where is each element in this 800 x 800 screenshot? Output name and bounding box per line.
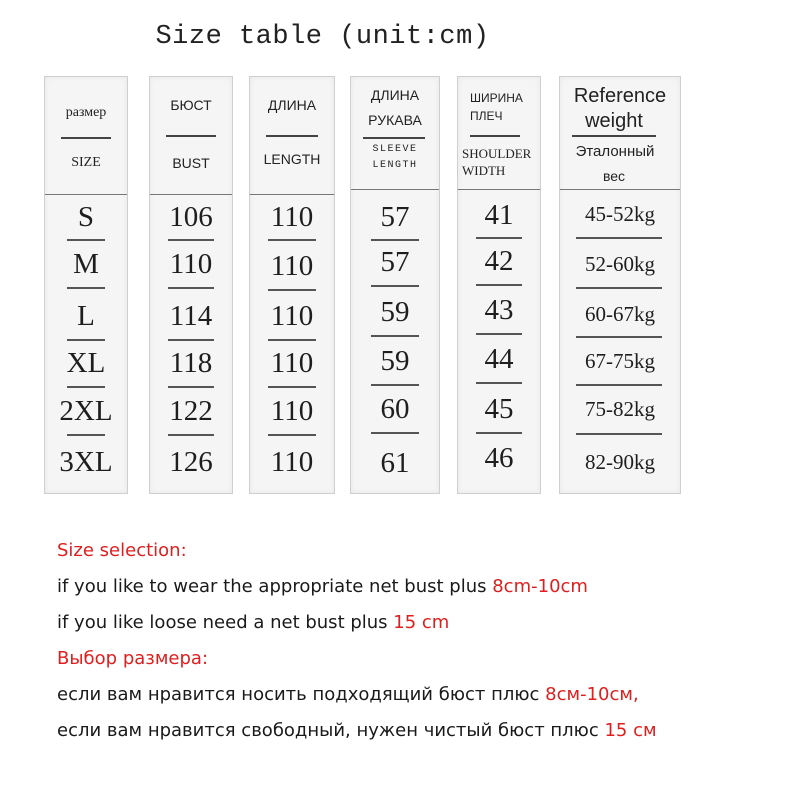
length-cell: 110: [270, 347, 314, 379]
shoulder-width-column: [457, 76, 541, 494]
reference-weight-cell: 60-67kg: [585, 302, 655, 326]
shoulder-header-ru-line2: ПЛЕЧ: [470, 109, 503, 123]
row-separator: [168, 239, 214, 241]
shoulder-width-cell: 42: [484, 245, 514, 277]
header-underline: [470, 135, 520, 137]
row-separator: [168, 339, 214, 341]
reference-weight-cell: 75-82kg: [585, 397, 655, 421]
length-header-en: LENGTH: [263, 151, 321, 167]
size-cell: S: [77, 201, 95, 233]
row-separator: [168, 386, 214, 388]
row-separator: [67, 287, 105, 289]
header-underline: [266, 135, 318, 137]
shoulder-width-cell: 45: [484, 393, 514, 425]
bust-cell: 118: [169, 347, 213, 379]
shoulder-header-en-line1: SHOULDER: [462, 146, 532, 161]
weight-header-ru-line1: Эталонный: [575, 143, 655, 160]
sleeve-length-column-header: [351, 77, 439, 189]
row-separator: [576, 336, 662, 338]
header-underline: [363, 137, 425, 139]
sleeve-length-cell: 57: [380, 246, 410, 278]
note-text: если вам нравится носить подходящий бюст плюс: [57, 684, 546, 705]
size-selection-heading-en: Size selection:: [57, 540, 187, 561]
shoulder-header-ru-line1: ШИРИНА: [470, 91, 523, 105]
size-selection-heading-ru: Выбор размера:: [57, 648, 209, 669]
note-value: 15 см: [604, 720, 657, 741]
weight-header-ru-line2: вес: [602, 168, 626, 184]
row-separator: [168, 287, 214, 289]
header-divider: [560, 189, 680, 190]
row-separator: [268, 339, 316, 341]
row-separator: [576, 384, 662, 386]
shoulder-header-en-line2: WIDTH: [462, 163, 506, 178]
row-separator: [476, 237, 522, 239]
length-cell: 110: [270, 446, 314, 478]
reference-weight-cell: 82-90kg: [585, 450, 655, 474]
sleeve-length-cell: 59: [380, 296, 410, 328]
length-cell: 110: [270, 201, 314, 233]
sleeve-header-ru-line2: РУКАВА: [368, 112, 422, 128]
bust-header-ru: БЮСТ: [170, 97, 212, 113]
sleeve-header-ru-line1: ДЛИНА: [370, 87, 420, 103]
shoulder-width-cell: 43: [484, 294, 514, 326]
size-header-en: SIZE: [71, 155, 101, 170]
row-separator: [268, 239, 316, 241]
row-separator: [67, 339, 105, 341]
note-value: 8см-10см,: [545, 684, 639, 705]
row-separator: [476, 333, 522, 335]
note-text: если вам нравится свободный, нужен чистый бюст плюс: [57, 720, 605, 741]
header-divider: [351, 189, 439, 190]
bust-column-header: [150, 77, 232, 194]
note-line-loose-ru: [57, 713, 790, 749]
row-separator: [268, 386, 316, 388]
size-cell: XL: [66, 347, 106, 379]
reference-weight-cell: 45-52kg: [585, 202, 655, 226]
note-text: if you like to wear the appropriate net bust plus: [57, 576, 493, 597]
reference-weight-column-header: [560, 77, 680, 189]
weight-header-en-line1: Reference: [573, 85, 667, 107]
length-header-ru: ДЛИНА: [267, 97, 317, 113]
sleeve-header-en-line1: SLEEVE: [372, 144, 418, 155]
shoulder-width-column-header: [458, 77, 540, 189]
bust-column: [149, 76, 233, 494]
row-separator: [576, 433, 662, 435]
sleeve-length-cell: 59: [380, 345, 410, 377]
size-cell: M: [73, 248, 99, 280]
header-divider: [458, 189, 540, 190]
bust-cell: 114: [169, 300, 213, 332]
row-separator: [576, 237, 662, 239]
row-separator: [371, 239, 419, 241]
header-divider: [250, 194, 334, 195]
bust-cell: 126: [169, 446, 213, 478]
length-column: [249, 76, 335, 494]
note-text: if you like loose need a net bust plus: [57, 612, 394, 633]
row-separator: [476, 284, 522, 286]
shoulder-width-cell: 46: [484, 442, 514, 474]
row-separator: [476, 382, 522, 384]
bust-cell: 110: [169, 248, 213, 280]
row-separator: [371, 432, 419, 434]
header-underline: [61, 137, 111, 139]
header-divider: [45, 194, 127, 195]
note-value: 8cm-10cm: [492, 576, 588, 597]
size-cell: 3XL: [59, 446, 113, 478]
row-separator: [268, 434, 316, 436]
length-cell: 110: [270, 250, 314, 282]
sleeve-length-cell: 61: [380, 447, 410, 479]
length-cell: 110: [270, 300, 314, 332]
reference-weight-cell: 67-75kg: [585, 349, 655, 373]
note-line-loose: [57, 605, 790, 641]
row-separator: [371, 335, 419, 337]
shoulder-width-cell: 44: [484, 343, 514, 375]
size-column: [44, 76, 128, 494]
bust-header-en: BUST: [172, 155, 210, 171]
size-column-header: [45, 77, 127, 194]
size-selection-notes: [57, 533, 790, 749]
bust-cell: 106: [169, 201, 213, 233]
size-cell: 2XL: [59, 395, 113, 427]
header-divider: [150, 194, 232, 195]
reference-weight-cell: 52-60kg: [585, 252, 655, 276]
row-separator: [67, 434, 105, 436]
note-line-fit-ru: [57, 677, 790, 713]
shoulder-width-cell: 41: [484, 199, 514, 231]
sleeve-length-cell: 57: [380, 201, 410, 233]
size-cell: L: [77, 300, 95, 332]
row-separator: [371, 384, 419, 386]
header-underline: [572, 135, 656, 137]
row-separator: [371, 285, 419, 287]
length-cell: 110: [270, 395, 314, 427]
header-underline: [166, 135, 216, 137]
note-line-fit: [57, 569, 790, 605]
reference-weight-column: [559, 76, 681, 494]
row-separator: [67, 239, 105, 241]
row-separator: [168, 434, 214, 436]
row-separator: [576, 287, 662, 289]
bust-cell: 122: [169, 395, 213, 427]
length-column-header: [250, 77, 334, 194]
row-separator: [67, 386, 105, 388]
sleeve-header-en-line2: LENGTH: [372, 160, 418, 171]
sleeve-length-cell: 60: [380, 393, 410, 425]
sleeve-length-column: [350, 76, 440, 494]
row-separator: [476, 432, 522, 434]
weight-header-en-line2: weight: [585, 110, 643, 132]
note-value: 15 cm: [393, 612, 450, 633]
row-separator: [268, 289, 316, 291]
size-table-title: Size table (unit:cm): [155, 22, 490, 52]
size-header-ru: размер: [65, 105, 107, 120]
